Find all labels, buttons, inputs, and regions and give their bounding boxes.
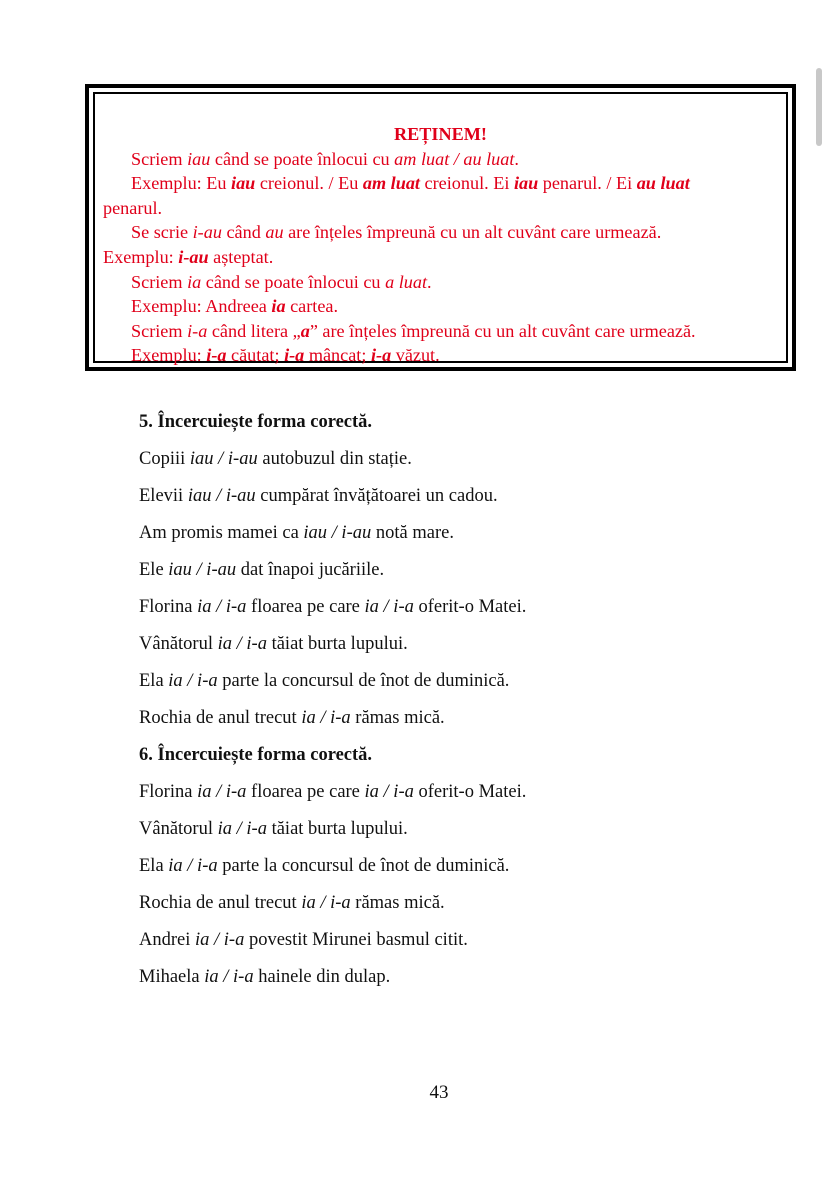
- text-segment: Rochia de anul trecut: [139, 893, 302, 913]
- text-segment: Exemplu: Andreea: [131, 296, 272, 317]
- emphasized-word: i-a: [187, 320, 208, 341]
- exercise-sentence: [139, 774, 799, 811]
- text-segment: creionul. / Eu: [255, 173, 363, 194]
- text-segment: Scriem: [131, 148, 188, 169]
- emphasized-word: ia / i-a: [204, 967, 254, 987]
- emphasized-word: iau / i-au: [187, 486, 256, 506]
- text-segment: Vânătorul: [139, 819, 218, 839]
- text-segment: creionul. Ei: [419, 173, 514, 194]
- emphasized-word: ia / i-a: [197, 782, 247, 802]
- exercises: [139, 404, 799, 996]
- text-segment: notă mare.: [371, 523, 454, 543]
- text-segment: rămas mică.: [350, 708, 445, 728]
- text-segment: Ele: [139, 560, 169, 580]
- exercise-6-heading: 6. Încercuiește forma corectă.: [139, 745, 373, 765]
- text-segment: penarul.: [103, 197, 163, 218]
- exercise-sentence: [139, 441, 799, 478]
- text-segment: are înțeles împreună cu un alt cuvânt care urmează.: [283, 222, 662, 243]
- emphasized-word: iau / i-au: [168, 560, 237, 580]
- emphasized-word: ia / i-a: [364, 597, 414, 617]
- exercise-sentence: [139, 885, 799, 922]
- text-segment: Vânătorul: [139, 634, 218, 654]
- exercise-sentence: [139, 959, 799, 996]
- text-segment: Exemplu: Eu: [131, 173, 232, 194]
- rule-line: [103, 319, 778, 344]
- text-segment: povestit Mirunei basmul citit.: [244, 930, 468, 950]
- rule-line: [103, 220, 778, 245]
- text-segment: Elevii: [139, 486, 188, 506]
- text-segment: Am promis mamei ca: [139, 523, 304, 543]
- exercise-sentence: [139, 589, 799, 626]
- emphasized-word: i-au: [192, 222, 222, 243]
- emphasized-word: ia / i-a: [197, 597, 247, 617]
- emphasized-word: ia / i-a: [168, 671, 218, 691]
- text-segment: ” are înțeles împreună cu un alt cuvânt care urmează.: [309, 320, 696, 341]
- text-segment: așteptat.: [208, 246, 274, 267]
- emphasized-word: ia / i-a: [301, 708, 351, 728]
- emphasized-word: ia: [271, 296, 286, 317]
- emphasized-word: iau / i-au: [303, 523, 372, 543]
- emphasized-word: a: [300, 320, 310, 341]
- text-segment: tăiat burta lupului.: [266, 634, 408, 654]
- rule-line: [103, 196, 778, 221]
- exercise-6-lines: [139, 774, 799, 996]
- emphasized-word: ia / i-a: [364, 782, 414, 802]
- text-segment: când: [221, 222, 266, 243]
- text-segment: când litera „: [207, 320, 301, 341]
- exercise-sentence: [139, 478, 799, 515]
- text-segment: Exemplu:: [103, 246, 179, 267]
- text-segment: Copiii: [139, 449, 190, 469]
- emphasized-word: au luat: [636, 173, 690, 194]
- text-segment: Andrei: [139, 930, 195, 950]
- rule-title: REȚINEM!: [394, 124, 487, 144]
- text-segment: floarea pe care: [246, 782, 365, 802]
- text-segment: căutat;: [226, 345, 285, 366]
- exercise-sentence: [139, 663, 799, 700]
- text-segment: tăiat burta lupului.: [266, 819, 408, 839]
- page-number: 43: [429, 1082, 449, 1103]
- emphasized-word: iau: [513, 173, 539, 194]
- rule-line: [103, 270, 778, 295]
- text-segment: penarul. / Ei: [538, 173, 637, 194]
- emphasized-word: am luat: [362, 173, 420, 194]
- emphasized-word: ia / i-a: [217, 819, 267, 839]
- text-segment: Ela: [139, 671, 169, 691]
- emphasized-word: iau: [231, 173, 256, 194]
- emphasized-word: i-a: [206, 345, 227, 366]
- emphasized-word: a luat: [385, 271, 428, 292]
- text-segment: .: [427, 271, 432, 292]
- text-segment: Scriem: [131, 320, 188, 341]
- exercise-sentence: [139, 848, 799, 885]
- emphasized-word: ia: [187, 271, 202, 292]
- text-segment: .: [514, 148, 519, 169]
- rule-line: [103, 343, 778, 368]
- exercise-sentence: [139, 515, 799, 552]
- rule-line: [103, 245, 778, 270]
- exercise-sentence: [139, 552, 799, 589]
- rule-line: [103, 294, 778, 319]
- text-segment: când se poate înlocui cu: [201, 271, 386, 292]
- emphasized-word: i-a: [284, 345, 305, 366]
- rule-lines: [103, 147, 778, 368]
- text-segment: Florina: [139, 597, 198, 617]
- emphasized-word: ia / i-a: [217, 634, 267, 654]
- text-segment: autobuzul din stație.: [257, 449, 412, 469]
- text-segment: când se poate înlocui cu: [210, 148, 395, 169]
- text-segment: parte la concursul de înot de duminică.: [217, 856, 510, 876]
- text-segment: Exemplu:: [131, 345, 207, 366]
- text-segment: mâncat;: [304, 345, 371, 366]
- emphasized-word: au: [265, 222, 284, 243]
- exercise-5-heading: 5. Încercuiește forma corectă.: [139, 412, 373, 432]
- text-segment: cartea.: [285, 296, 339, 317]
- text-segment: rămas mică.: [350, 893, 445, 913]
- text-segment: văzut.: [391, 345, 440, 366]
- emphasized-word: i-au: [178, 246, 209, 267]
- rule-box: [85, 84, 796, 371]
- text-segment: oferit-o Matei.: [413, 597, 527, 617]
- text-segment: parte la concursul de înot de duminică.: [217, 671, 510, 691]
- exercise-sentence: [139, 700, 799, 737]
- text-segment: Se scrie: [131, 222, 193, 243]
- text-segment: Scriem: [131, 271, 188, 292]
- text-segment: cumpărat învățătoarei un cadou.: [255, 486, 498, 506]
- emphasized-word: am luat / au luat: [394, 148, 515, 169]
- exercise-5-lines: [139, 441, 799, 737]
- emphasized-word: ia / i-a: [301, 893, 351, 913]
- rule-box-inner: [93, 92, 788, 366]
- exercise-sentence: [139, 626, 799, 663]
- text-segment: Mihaela: [139, 967, 205, 987]
- text-segment: dat înapoi jucăriile.: [236, 560, 385, 580]
- emphasized-word: ia / i-a: [195, 930, 245, 950]
- text-segment: oferit-o Matei.: [413, 782, 527, 802]
- rule-line: [103, 147, 778, 172]
- scrollbar-thumb[interactable]: [816, 68, 822, 146]
- emphasized-word: iau: [187, 148, 211, 169]
- text-segment: Florina: [139, 782, 198, 802]
- emphasized-word: i-a: [370, 345, 392, 366]
- emphasized-word: ia / i-a: [168, 856, 218, 876]
- exercise-sentence: [139, 922, 799, 959]
- text-segment: Ela: [139, 856, 169, 876]
- rule-line: [103, 171, 778, 196]
- text-segment: Rochia de anul trecut: [139, 708, 302, 728]
- text-segment: floarea pe care: [246, 597, 365, 617]
- text-segment: hainele din dulap.: [253, 967, 391, 987]
- exercise-sentence: [139, 811, 799, 848]
- emphasized-word: iau / i-au: [189, 449, 258, 469]
